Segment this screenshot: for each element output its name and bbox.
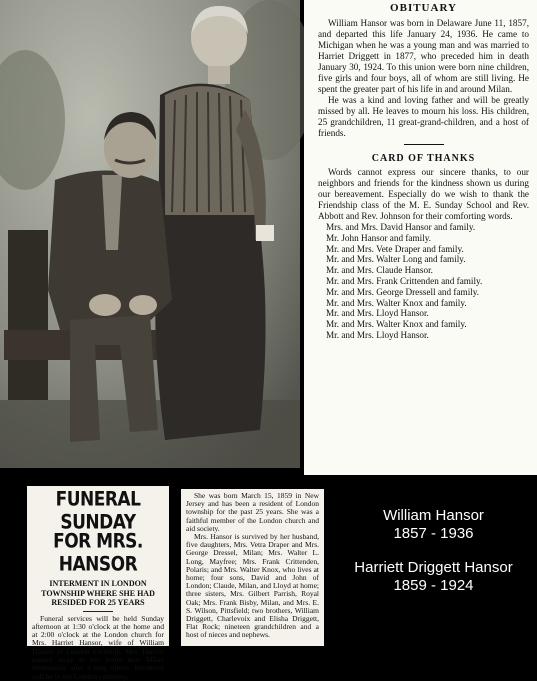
biography-clipping (181, 489, 324, 646)
list-item: Mr. and Mrs. Frank Crittenden and family. (326, 275, 483, 286)
portrait-photo (0, 0, 300, 468)
funeral-headline-line2: FOR MRS. HANSOR (53, 530, 143, 576)
thanks-name-list (318, 222, 529, 341)
list-item: Mr. and Mrs. Walter Knox and family. (326, 297, 467, 308)
funeral-clipping (27, 486, 169, 681)
caption-harriett-dates: 1859 - 1924 (393, 577, 474, 594)
list-item: Mr. and Mrs. George Dressell and family. (326, 286, 480, 297)
caption-william-dates: 1857 - 1936 (393, 525, 474, 542)
list-item: Mr. and Mrs. Lloyd Hansor. (326, 329, 429, 340)
funeral-subhead: INTERMENT IN LONDON TOWNSHIP WHERE SHE HAD RESIDED FOR 25 YEARS (41, 579, 155, 607)
funeral-headline-line1: FUNERAL SUNDAY (55, 488, 141, 534)
biography-paragraph: She was born March 15, 1859 in New Jersey and has been a resident of London township for the past 25 years. She was a faithful member of the London church and aid society. (186, 491, 319, 533)
obituary-paragraph: He was a kind and loving father and will be greatly missed by all. He leaves to mourn his loss. His children, 25 grandchildren, 11 great-grand-children, and a host of friends. (318, 95, 529, 138)
caption-william-name: William Hansor (383, 507, 484, 524)
card-of-thanks-title: CARD OF THANKS (371, 153, 476, 164)
list-item: Mr. and Mrs. Claude Hansor. (326, 265, 433, 276)
portrait-illustration (0, 0, 300, 468)
list-item: Mrs. and Mrs. David Hansor and family. (326, 222, 476, 232)
funeral-body: Funeral services will be held Sunday afternoon at 1:30 o'clock at the home and at 2:00 o'clock at the London church for Mrs. Harriet Hansor, wife of William Hansor of London township. Mrs. Hansor passed away at her home near Milan Wednesday after a long illness. Interment will be in the London cemetery. (32, 613, 164, 681)
obituary-clipping (304, 0, 537, 475)
obituary-paragraph: William Hansor was born in Delaware June 11, 1857, and departed this life January 24, 1936. He came to Michigan when he was a young man and was married to Harriet Driggett in 1877, who preceded him in death January 30, 1924. To this union were born nine children, five girls and four boys, all of whom are still living. He spent the greater part of his life in and around Milan. (318, 18, 529, 94)
list-item: Mr. and Mrs. Lloyd Hansor. (326, 308, 429, 319)
biography-paragraph: Mrs. Hansor is survived by her husband, five daughters, Mrs. Vetra Draper and Mrs. George Dressel, Milan; Mrs. Walter L. Long, Mayfree; Mrs. Frank Crittenden, Polaris; and Mrs. Walter Knox, who lives at home; four sons, David and John of London; Claude, Milan, and Lloyd at home; three sisters, Mrs. Gilbert Parrish, Royal Oak; Mrs. Frank Bisby, Milan, and Mrs. E. S. Wilson, Pittsfield; two brothers, William Driggett, Charlevoix and Elisha Driggett, Flat Rock; nineteen grandchildren and a host of nieces and nephews. (186, 532, 319, 640)
obituary-title: OBITUARY (390, 2, 457, 14)
caption-harriett-name: Harriett Driggett Hansor (354, 559, 513, 576)
list-item: Mr. and Mrs. Vete Draper and family. (326, 243, 464, 254)
divider (83, 611, 113, 612)
list-item: Mr. and Mrs. Walter Knox and family. (326, 319, 467, 330)
card-of-thanks-intro: Words cannot express our sincere thanks, to our neighbors and friends for the kindness shown us during our bereavement. Especially do we wish to thank the Friendship class of the M. E. Sunday School and Rev. Abbott and Rev. Johnson for their comforting words. (318, 167, 529, 221)
list-item: Mr. John Hansor and family. (326, 232, 432, 243)
divider (404, 144, 444, 145)
list-item: Mr. and Mrs. Walter Long and family. (326, 254, 466, 265)
